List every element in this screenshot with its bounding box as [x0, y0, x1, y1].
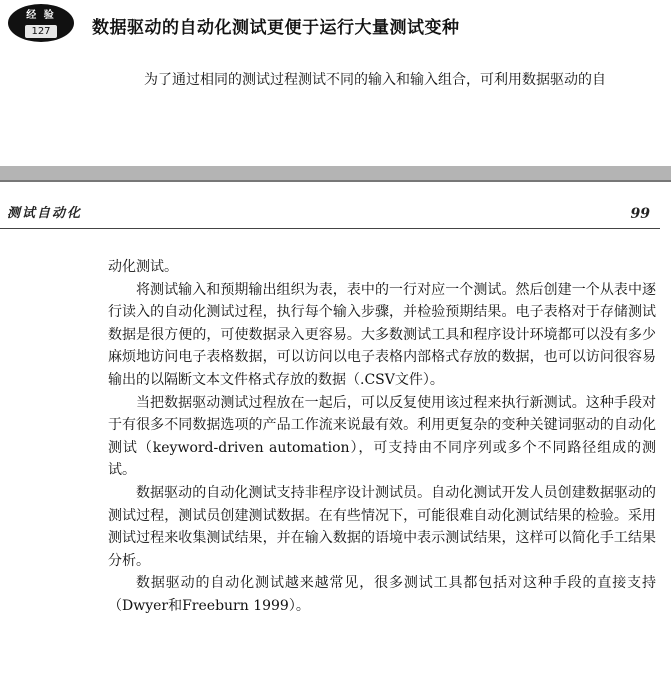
- paragraph: 将测试输入和预期输出组织为表，表中的一行对应一个测试。然后创建一个从表中逐行读入的自动化测试过程，执行每个输入步骤，并检验预期结果。电子表格对于存储测试数据是很方便的，可使数据录入更容易。大多数测试工具和程序设计环境都可以没有多少麻烦地访问电子表格数据，可以访问以电子表格内部格式存放的数据，也可以访问很容易输出的以隔断文本文件格式存放的数据（.CSV文件）。: [108, 281, 656, 388]
- lesson-badge: [8, 4, 74, 42]
- running-head-title: 测试自动化: [7, 206, 83, 221]
- badge-number: 127: [31, 26, 51, 37]
- badge-number-box: [25, 25, 57, 38]
- paragraph: 数据驱动的自动化测试越来越常见，很多测试工具都包括对这种手段的直接支持（Dwyer和Freeburn 1999）。: [108, 575, 656, 614]
- paragraph-continuation: 动化测试。: [108, 259, 178, 275]
- page-number: 99: [630, 206, 650, 222]
- page-separator-band: [0, 166, 671, 180]
- running-head-rule: [0, 228, 660, 229]
- paragraph: 当把数据驱动测试过程放在一起后，可以反复使用该过程来执行新测试。这种手段对于有很多不同数据选项的产品工作流来说最有效。利用更复杂的变种关键词驱动的自动化测试（keyword-driven automation），可支持由不同序列或多个不同路径组成的测试。: [108, 394, 656, 479]
- lesson-heading: 数据驱动的自动化测试更便于运行大量测试变种: [92, 18, 460, 38]
- page-separator-shadow: [0, 180, 671, 182]
- page-body: [108, 256, 656, 618]
- badge-label: 经 验: [26, 10, 56, 21]
- previous-page-fragment: [0, 0, 671, 166]
- paragraph: 数据驱动的自动化测试支持非程序设计测试员。自动化测试开发人员创建数据驱动的测试过程，测试员创建测试数据。在有些情况下，可能很难自动化测试结果的检验。采用测试过程来收集测试结果，并在输入数据的语境中表示测试结果，这样可以简化手工结果分析。: [108, 484, 656, 569]
- running-head: [7, 205, 662, 225]
- lesson-body-first-line: 为了通过相同的测试过程测试不同的输入和输入组合，可利用数据驱动的自: [144, 72, 606, 88]
